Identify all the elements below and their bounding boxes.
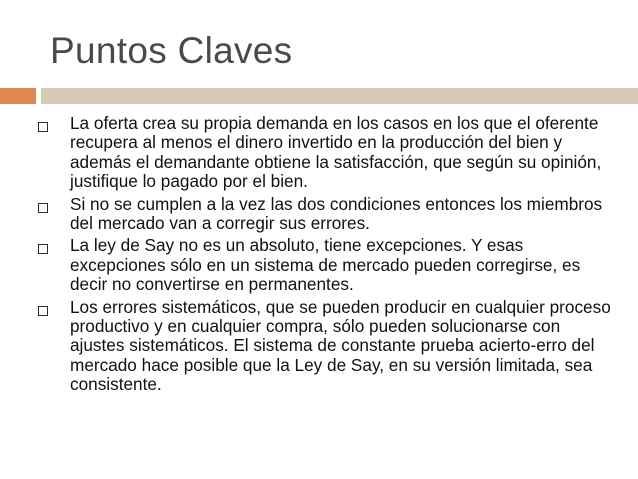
bullet-text: La ley de Say no es un absoluto, tiene excepciones. Y esas excepciones sólo en un sistema de mercado pueden corregirse, es decir no convertirse en permanentes. [70,235,581,295]
bullet-text: Los errores sistemáticos, que se pueden producir en cualquier proceso productivo y en cualquier compra, sólo pueden solucionarse con ajustes sistemáticos. El sistema de constante prueba acierto-erro del mercado hace posible que la Ley de Say, en su versión limitada, sea consistente. [70,296,611,395]
bullet-item [36,298,616,395]
checkbox-square-icon [38,203,48,213]
accent-band-right [41,88,638,104]
checkbox-square-icon [38,244,48,254]
bullet-text: Si no se cumplen a la vez las dos condiciones entonces los miembros del mercado van a corregir sus errores. [70,193,603,234]
bullet-text: La oferta crea su propia demanda en los casos en los que el oferente recupera al menos el dinero invertido en la producción del bien y además el demandante obtiene la satisfacción, que según su opinión, justifique lo pagado por el bien. [70,113,602,192]
checkbox-square-icon [38,306,48,316]
bullet-item [36,195,616,234]
bullet-item [36,114,616,192]
slide-title: Puntos Claves [50,30,293,71]
accent-band-left [0,88,36,104]
bullet-list [36,114,616,398]
checkbox-square-icon [38,122,48,132]
bullet-item [36,236,616,294]
